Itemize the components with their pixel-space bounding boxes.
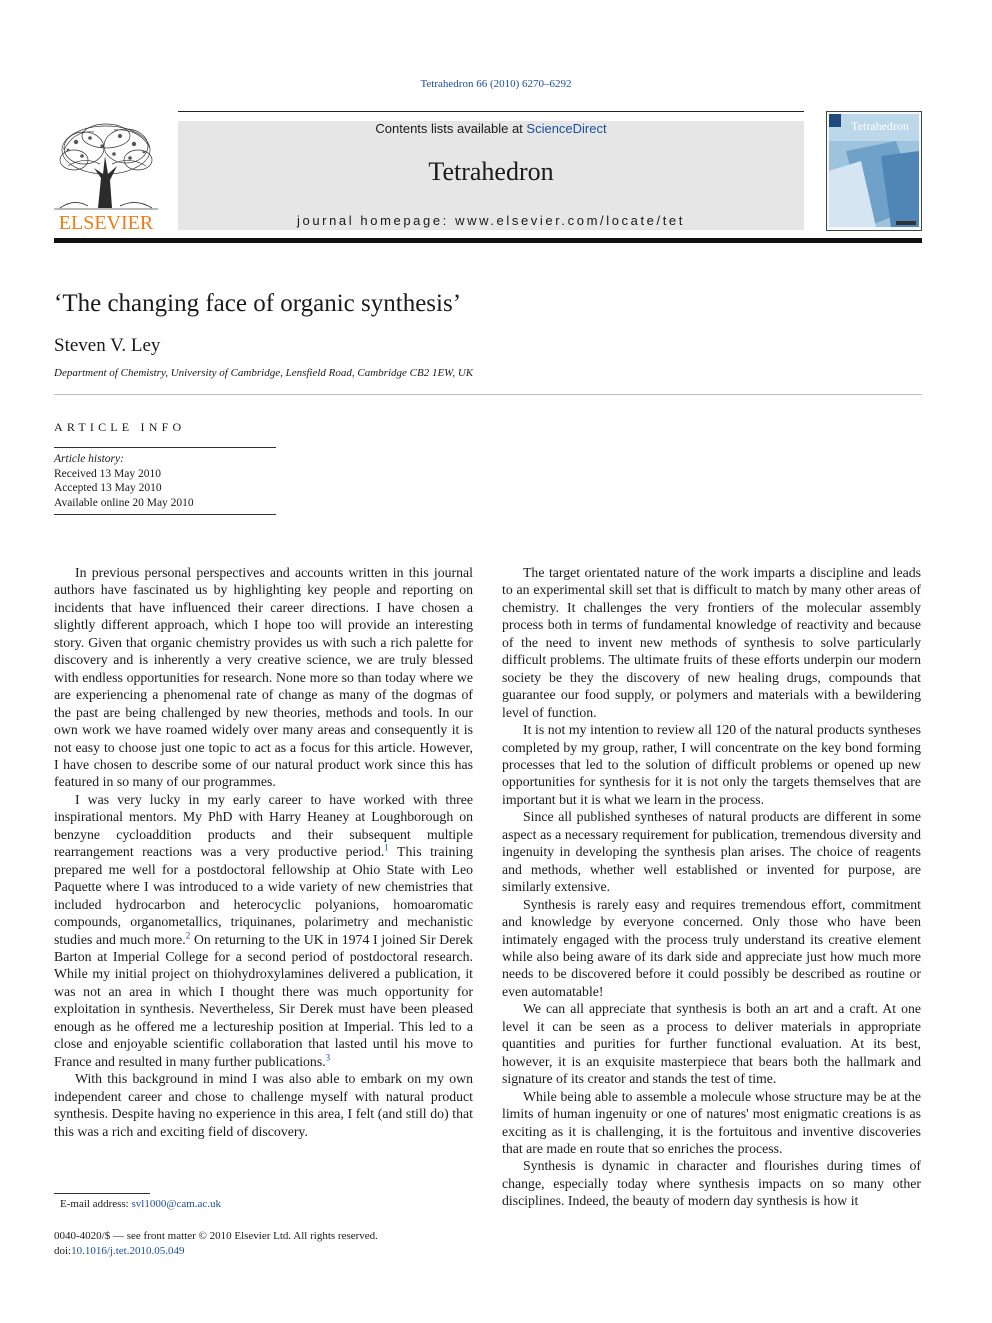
article-author[interactable]: Steven V. Ley — [54, 335, 161, 356]
paragraph-text: On returning to the UK in 1974 I joined Sir Derek Barton at Imperial College for a second period of postdoctoral research. While my initial project on thiohydroxylamines delivered a publication, it was not an area in which I thought there was much opportunity for exploitation in synthesis. Nevertheless, Sir Derek must have been pleased enough as he offered me a lectureship position at Imperial. This led to a close and enjoyable scientific collaboration that lasted until his move to France and resulted in many further publications. — [54, 931, 473, 1069]
doi-line — [54, 1244, 378, 1259]
article-info-heading: ARTICLE INFO — [54, 420, 186, 434]
paragraph-text: I was very lucky in my early career to have worked with three inspirational mentors. My PhD with Harry Heaney at Loughborough on benzyne cycloaddition products and their subsequent multiple rearrangement reactions was a very productive period. — [54, 791, 473, 860]
corresponding-email — [54, 1198, 221, 1210]
paragraph: With this background in mind I was also able to embark on my own independent career and chose to challenge myself with natural product synthesis. Despite having no experience in this area, I felt (and still do) that this was a rich and exciting field of discovery. — [54, 1071, 473, 1139]
history-accepted: Accepted 13 May 2010 — [54, 482, 162, 495]
doi-label: doi: — [54, 1244, 72, 1257]
paragraph: The target orientated nature of the work imparts a discipline and leads to an experimental skill set that is difficult to match by many other areas of chemistry. It challenges the very frontiers of the molecular assembly process both in terms of fundamental knowledge of reactivity and because of the need to invent new methods of synthesis to solve particularly difficult problems. The ultimate fruits of these efforts underpin our modern society be they the discovery of new healing drugs, compounds that guarantee our food supply, or polymers and materials with a bewildering level of function. — [502, 565, 921, 720]
history-online: Available online 20 May 2010 — [54, 496, 194, 509]
article-info-rule-top — [54, 447, 276, 448]
paragraph: Synthesis is dynamic in character and flourishes during times of change, especially today where synthesis impacts on so many other disciplines. Indeed, the beauty of modern day synthesis is how it — [502, 1158, 921, 1209]
body-column-left — [54, 564, 473, 1140]
paragraph: In previous personal perspectives and accounts written in this journal authors have fascinated us by highlighting key people and reporting on incidents that have influenced their career directions. I have chosen a slightly different approach, which I hope too will provide an interesting story. Given that organic chemistry provides us with such a rich palette for discovery and is inherently a very creative science, we are truly blessed with endless opportunities for research. None more so than today where we are experiencing a phenomenal rate of change as many of the dogmas of the past are being challenged by new theories, methods and tools. In our own work we have roamed widely over many areas and consequently it is not easy to choose just one topic to act as a focus for this article. However, I have chosen to describe some of our natural product work since this has featured in so many of our programmes. — [54, 565, 473, 790]
paragraph-text: This training prepared me well for a postdoctoral fellowship at Ohio State with Leo Paquette where I was introduced to a wide variety of new chemistries that included hydrocarbon and heterocyclic polyanions, homoaromatic compounds, organometallics, triquinanes, polarimetry and mechanistic studies and much more. — [54, 844, 474, 947]
email-label: E-mail address: — [60, 1198, 129, 1210]
author-affiliation: Department of Chemistry, University of Cambridge, Lensfield Road, Cambridge CB2 1EW, UK — [54, 367, 474, 379]
paragraph: While being able to assemble a molecule whose structure may be at the limits of human ingenuity or one of natures' most enigmatic creations is as exciting as it is challenging, it is the fortuitous and inventive discoveries that are made en route that so enriches the process. — [502, 1088, 921, 1156]
contents-line — [178, 121, 804, 136]
cover-title: Tetrahedron — [851, 119, 909, 133]
journal-cover-icon — [826, 111, 922, 231]
paragraph: It is not my intention to review all 120 of the natural products syntheses completed by my group, rather, I will concentrate on the key bond forming processes that led to the solution of difficult problems or opened up new opportunities for synthesis for it is not only the targets themselves that are important but it is what we learn in the process. — [502, 722, 921, 807]
elsevier-tree-icon — [54, 120, 158, 232]
paragraph: Synthesis is rarely easy and requires tremendous effort, commitment and knowledge by everyone concerned. Only those who have been intimately engaged with the process truly understand its creative element while also being aware of its dark side and appreciate just how much more needs to be discovered before it could possibly be described as routine or even automatable! — [502, 896, 921, 999]
history-received: Received 13 May 2010 — [54, 467, 161, 480]
article-title: ‘The changing face of organic synthesis’ — [54, 290, 462, 317]
contents-prefix: Contents lists available at — [375, 121, 527, 136]
header-rule — [178, 111, 804, 112]
footnote-rule — [54, 1193, 150, 1194]
reference-link[interactable]: 3 — [325, 1052, 331, 1063]
reference-link[interactable]: 1 — [384, 842, 389, 853]
article-history — [54, 452, 194, 510]
elsevier-logo-text: ELSEVIER — [58, 212, 154, 232]
paragraph: We can all appreciate that synthesis is both an art and a craft. At one level it can be seen as a process to deliver materials in appropriate quantities and purities for further functional evaluation. At its best, however, it is an exquisite masterpiece that bears both the hallmark and signature of its creator and stands the test of time. — [502, 1001, 921, 1087]
affiliation-rule — [54, 394, 922, 395]
elsevier-logo[interactable] — [54, 120, 158, 232]
email-link[interactable]: svl1000@cam.ac.uk — [131, 1198, 222, 1210]
paragraph — [54, 791, 473, 1070]
header-thick-rule — [54, 238, 922, 243]
history-label: Article history: — [54, 453, 124, 465]
paragraph: Since all published syntheses of natural products are different in some aspect as a necessary requirement for publication, tremendous diversity and ingenuity in developing the synthesis plan arises. The choice of reagents and methods, whether well established or invented for purpose, are similarly extensive. — [502, 809, 921, 895]
journal-homepage[interactable]: journal homepage: www.elsevier.com/locate/tet — [297, 213, 685, 228]
journal-title: Tetrahedron — [428, 157, 554, 186]
body-column-right — [502, 564, 921, 1210]
journal-cover-thumbnail[interactable] — [826, 111, 922, 231]
journal-citation[interactable]: Tetrahedron 66 (2010) 6270–6292 — [420, 78, 572, 90]
doi-link[interactable]: 10.1016/j.tet.2010.05.049 — [71, 1244, 185, 1257]
article-info-rule-bottom — [54, 514, 276, 515]
reference-link[interactable]: 2 — [185, 929, 191, 940]
copyright-line: 0040-4020/$ — see front matter © 2010 Elsevier Ltd. All rights reserved. — [54, 1230, 378, 1242]
front-matter-notice — [54, 1229, 378, 1258]
sciencedirect-link[interactable]: ScienceDirect — [526, 121, 607, 136]
